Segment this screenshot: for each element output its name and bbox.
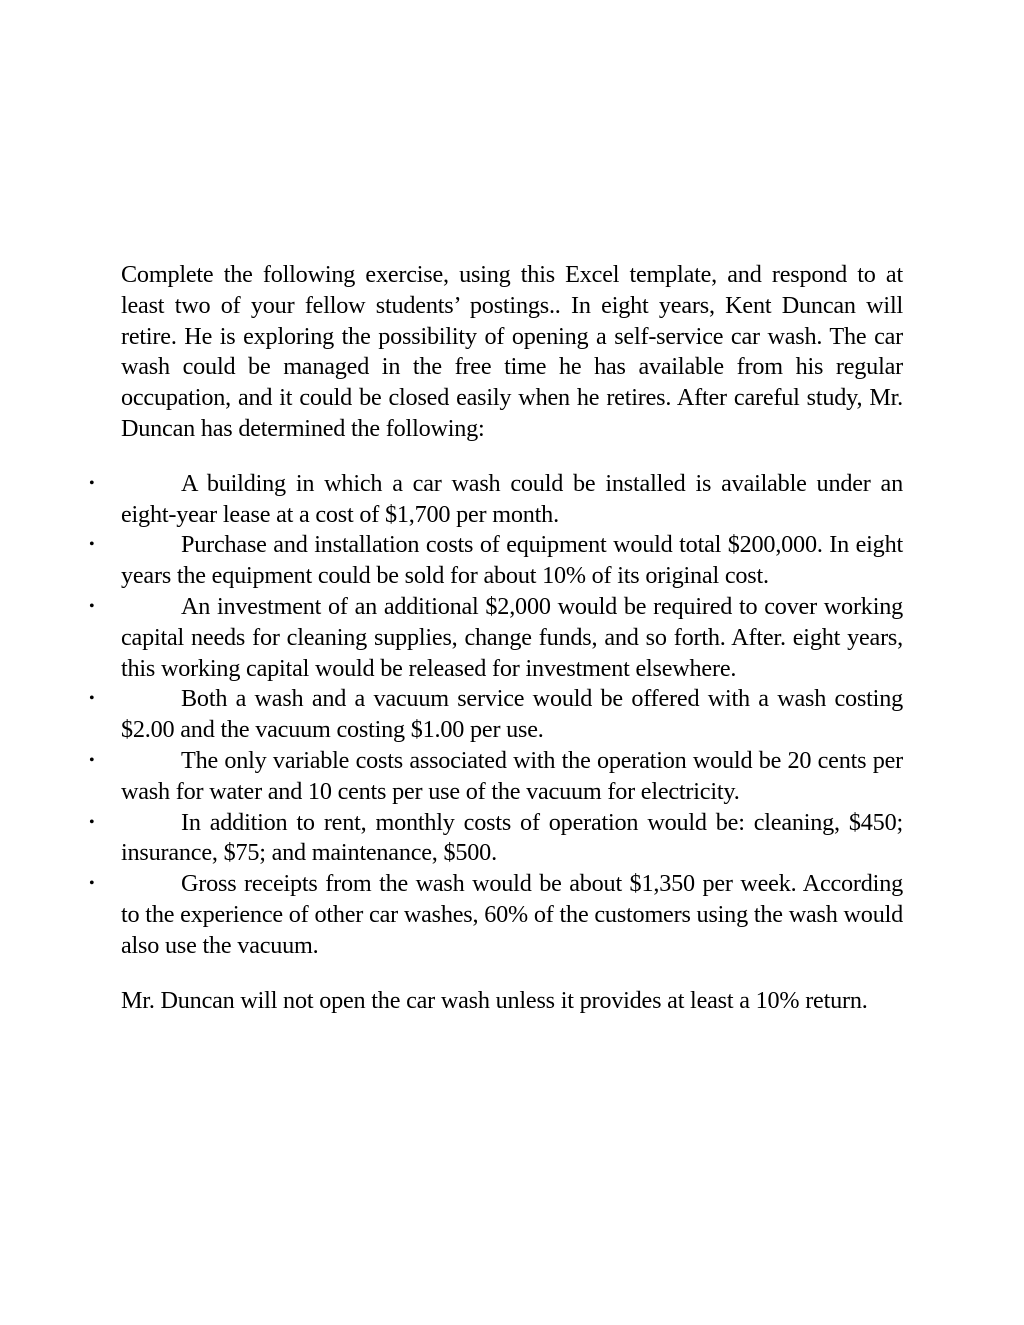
bullet-icon: • — [89, 690, 95, 708]
list-item — [89, 746, 903, 808]
list-item — [89, 808, 903, 870]
list-item — [89, 469, 903, 531]
list-item-text: Both a wash and a vacuum service would be offered with a wash costing $2.00 and the vacuum costing $1.00 per use. — [121, 685, 903, 744]
closing-paragraph: Mr. Duncan will not open the car wash unless it provides at least a 10% return. — [121, 986, 868, 1014]
bullet-icon: • — [89, 813, 95, 831]
bullet-icon: • — [89, 597, 95, 615]
list-item — [89, 869, 903, 961]
list-item-text: Purchase and installation costs of equipment would total $200,000. In eight years the equipment could be sold for about 10% of its original cost. — [121, 531, 903, 590]
list-item — [89, 684, 903, 746]
list-item-text: A building in which a car wash could be installed is available under an eight-year lease at a cost of $1,700 per month. — [121, 469, 903, 528]
bullet-icon: • — [89, 536, 95, 554]
document-page — [89, 260, 903, 1016]
intro-paragraph: Complete the following exercise, using this Excel template, and respond to at least two of your fellow students’ postings.. In eight years, Kent Duncan will retire. He is exploring the possibility of opening a self-service car wash. The car wash could be managed in the free time he has available from his regular occupation, and it could be closed easily when he retires. After careful study, Mr. Duncan has determined the following: — [121, 261, 903, 442]
list-item-text: The only variable costs associated with the operation would be 20 cents per wash for water and 10 cents per use of the vacuum for electricity. — [121, 746, 903, 805]
list-item-text: Gross receipts from the wash would be about $1,350 per week. According to the experience of other car washes, 60% of the customers using the wash would also use the vacuum. — [121, 870, 903, 959]
bullet-icon: • — [89, 751, 95, 769]
bullet-icon: • — [89, 875, 95, 893]
assumptions-list — [89, 469, 903, 962]
list-item — [89, 530, 903, 592]
bullet-icon: • — [89, 474, 95, 492]
list-item-text: An investment of an additional $2,000 would be required to cover working capital needs for cleaning supplies, change funds, and so forth. After. eight years, this working capital would be released for investment elsewhere. — [121, 592, 903, 682]
list-item-text: In addition to rent, monthly costs of operation would be: cleaning, $450; insurance, $75; and maintenance, $500. — [121, 808, 903, 867]
list-item — [89, 592, 903, 684]
